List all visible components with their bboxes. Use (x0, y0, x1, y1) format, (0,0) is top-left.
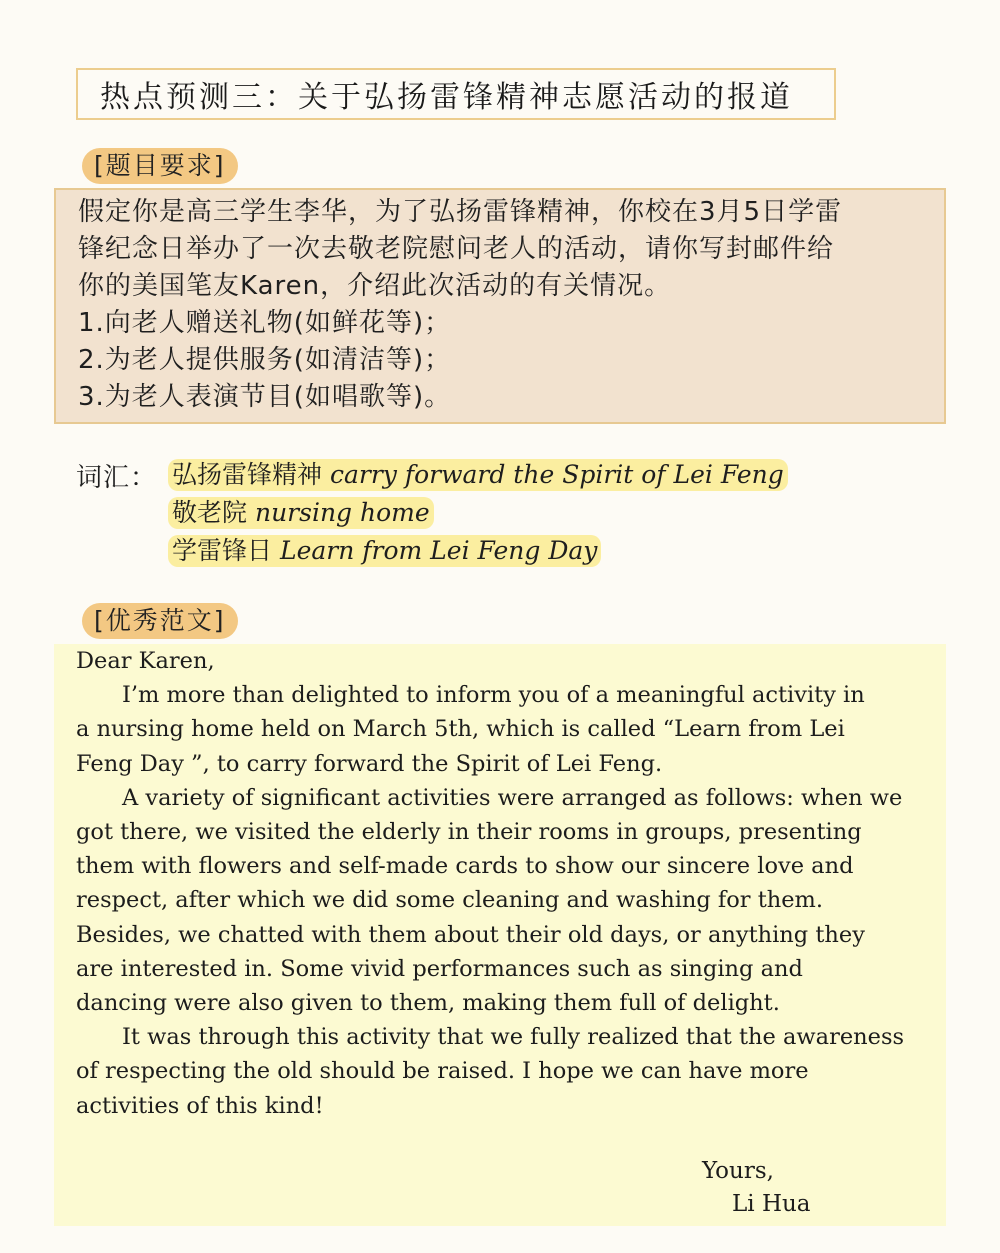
requirement-line: 1.向老人赠送礼物(如鲜花等)； (78, 308, 452, 338)
essay-box (54, 644, 946, 1226)
essay-line: Dear Karen, (76, 648, 215, 674)
requirement-line: 锋纪念日举办了一次去敬老院慰问老人的活动，请你写封邮件给 (78, 234, 835, 264)
vocabulary-en: carry forward the Spirit of Lei Feng (329, 460, 784, 489)
vocabulary-row (76, 532, 788, 570)
vocabulary-item (168, 535, 601, 567)
requirements-box (54, 188, 946, 424)
essay-label: [优秀范文] (82, 603, 238, 639)
requirement-line: 你的美国笔友Karen，介绍此次活动的有关情况。 (78, 271, 672, 301)
essay-line: respect, after which we did some cleaning and washing for them. (76, 887, 824, 914)
vocabulary-zh: 学雷锋日 (172, 536, 273, 565)
vocabulary-section (76, 456, 788, 570)
requirement-line: 假定你是高三学生李华，为了弘扬雷锋精神，你校在3月5日学雷 (78, 197, 843, 227)
essay-line: A variety of significant activities were arranged as follows: when we (122, 784, 903, 811)
essay-line: got there, we visited the elderly in their rooms in groups, presenting (76, 819, 862, 846)
title-box (76, 68, 836, 120)
essay-line: a nursing home held on March 5th, which is called “Learn from Lei (76, 716, 845, 743)
essay-signature: Li Hua (732, 1191, 811, 1217)
vocabulary-row (76, 456, 788, 494)
essay-line: them with flowers and self-made cards to show our sincere love and (76, 853, 854, 880)
requirement-line: 3.为老人表演节目(如唱歌等)。 (78, 382, 452, 412)
page-title: 热点预测三：关于弘扬雷锋精神志愿活动的报道 (100, 80, 793, 115)
essay-line: dancing were also given to them, making them full of delight. (76, 990, 780, 1017)
vocabulary-en: Learn from Lei Feng Day (279, 536, 598, 565)
vocabulary-zh: 敬老院 (172, 498, 248, 527)
essay-text (76, 644, 936, 1123)
vocabulary-item (168, 497, 434, 529)
essay-line: Besides, we chatted with them about their old days, or anything they (76, 921, 865, 948)
vocabulary-row (76, 494, 788, 532)
essay-line: It was through this activity that we fully realized that the awareness (122, 1024, 905, 1051)
vocabulary-prefix: 词汇： (76, 462, 158, 493)
requirement-line: 2.为老人提供服务(如清洁等)； (78, 345, 452, 375)
essay-line: Feng Day ”, to carry forward the Spirit of Lei Feng. (76, 750, 663, 777)
vocabulary-en: nursing home (254, 498, 430, 527)
essay-line: I’m more than delighted to inform you of a meaningful activity in (122, 682, 865, 709)
essay-line: are interested in. Some vivid performances such as singing and (76, 955, 803, 982)
vocabulary-item (168, 459, 788, 491)
essay-closing: Yours, (702, 1158, 774, 1184)
vocabulary-zh: 弘扬雷锋精神 (172, 460, 323, 489)
requirements-label: [题目要求] (82, 148, 238, 184)
essay-line: of respecting the old should be raised. I hope we can have more (76, 1058, 809, 1085)
essay-line: activities of this kind! (76, 1092, 324, 1119)
